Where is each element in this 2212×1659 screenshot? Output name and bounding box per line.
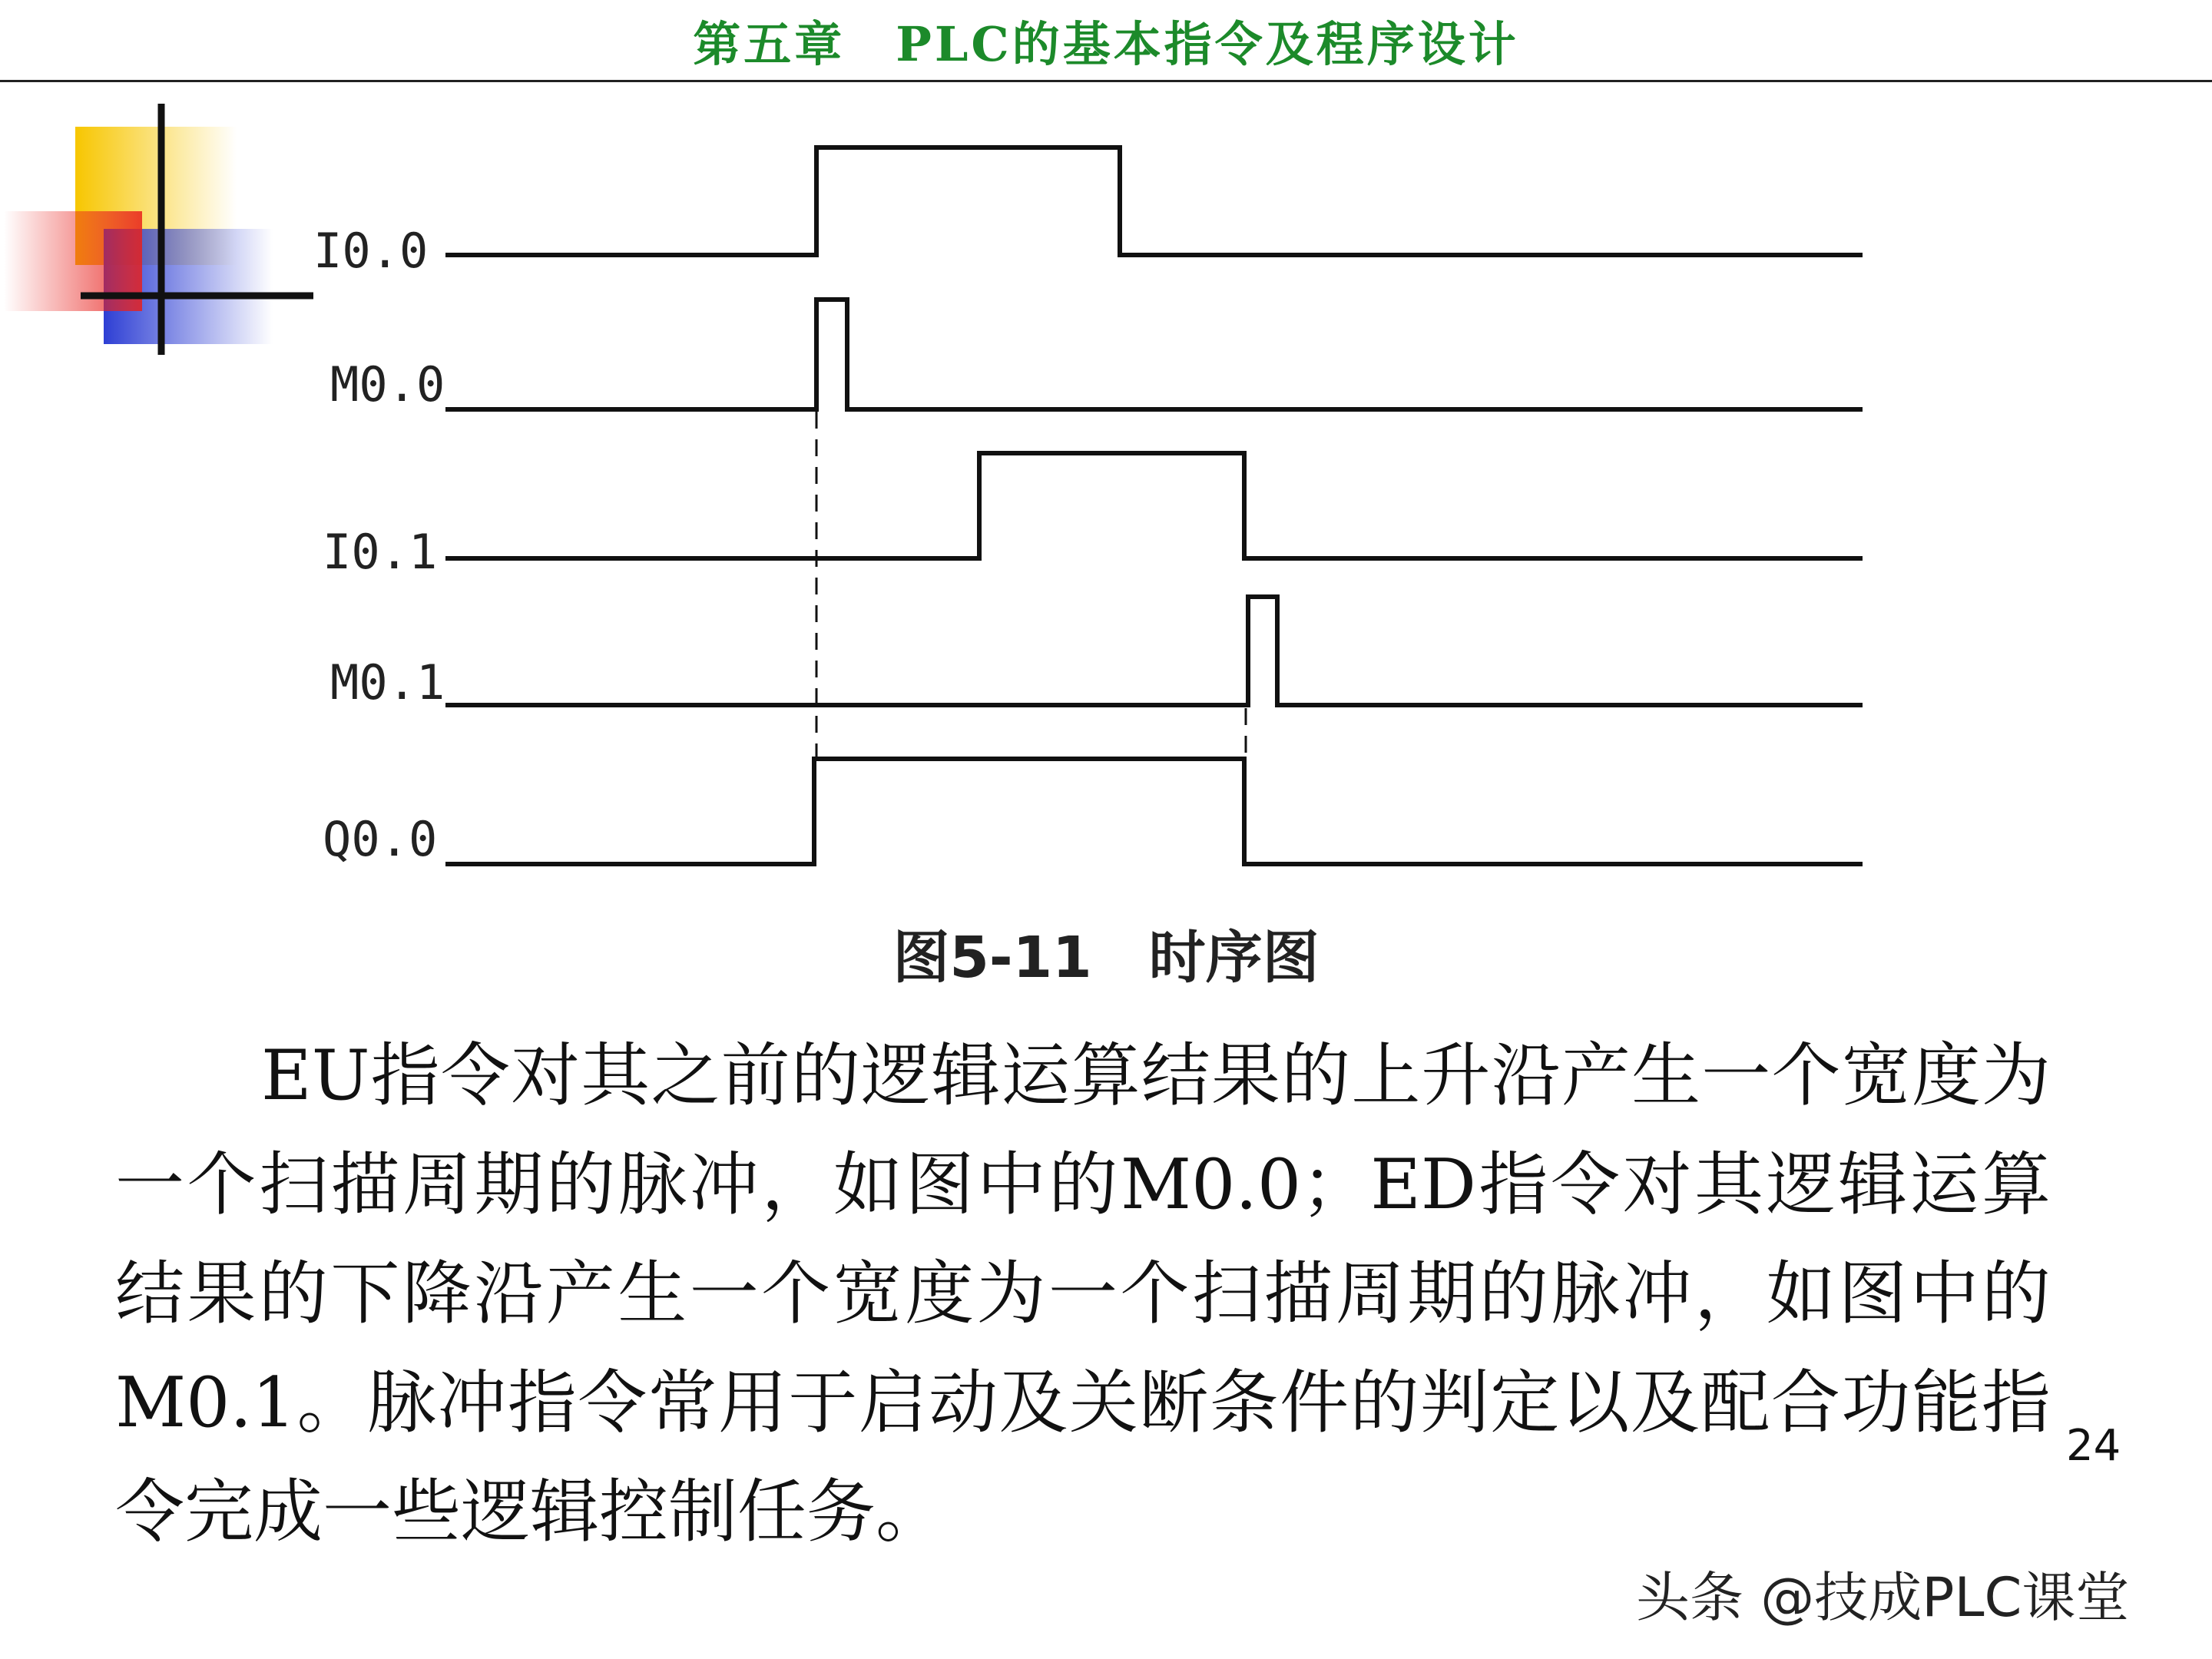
page-number: 24 [2066, 1421, 2121, 1471]
waveform-i0-0 [445, 147, 1863, 255]
signal-label-m0-0: M0.0 [330, 356, 445, 412]
signal-label-i0-1: I0.1 [323, 524, 438, 580]
waveform-m0-0 [445, 300, 1863, 409]
signal-label-m0-1: M0.1 [330, 654, 445, 710]
waveform-i0-1 [445, 453, 1863, 558]
chapter-title: 第五章 PLC的基本指令及程序设计 [693, 16, 1519, 72]
figure-caption: 图5-11 时序图 [892, 925, 1320, 991]
signal-label-q0-0: Q0.0 [323, 811, 438, 867]
watermark: 头条 @技成PLC课堂 [1636, 1566, 2130, 1629]
waveform-m0-1 [445, 597, 1863, 705]
signal-label-i0-0: I0.0 [313, 223, 429, 279]
waveform-q0-0 [445, 759, 1863, 864]
body-paragraph: EU指令对其之前的逻辑运算结果的上升沿产生一个宽度为一个扫描周期的脉冲，如图中的M0.0；ED指令对其逻辑运算结果的下降沿产生一个宽度为一个扫描周期的脉冲，如图中的M0.1。脉冲指令常用于启动及关断条件的判定以及配合功能指令完成一些逻辑控制任务。 [115, 1035, 2051, 1552]
